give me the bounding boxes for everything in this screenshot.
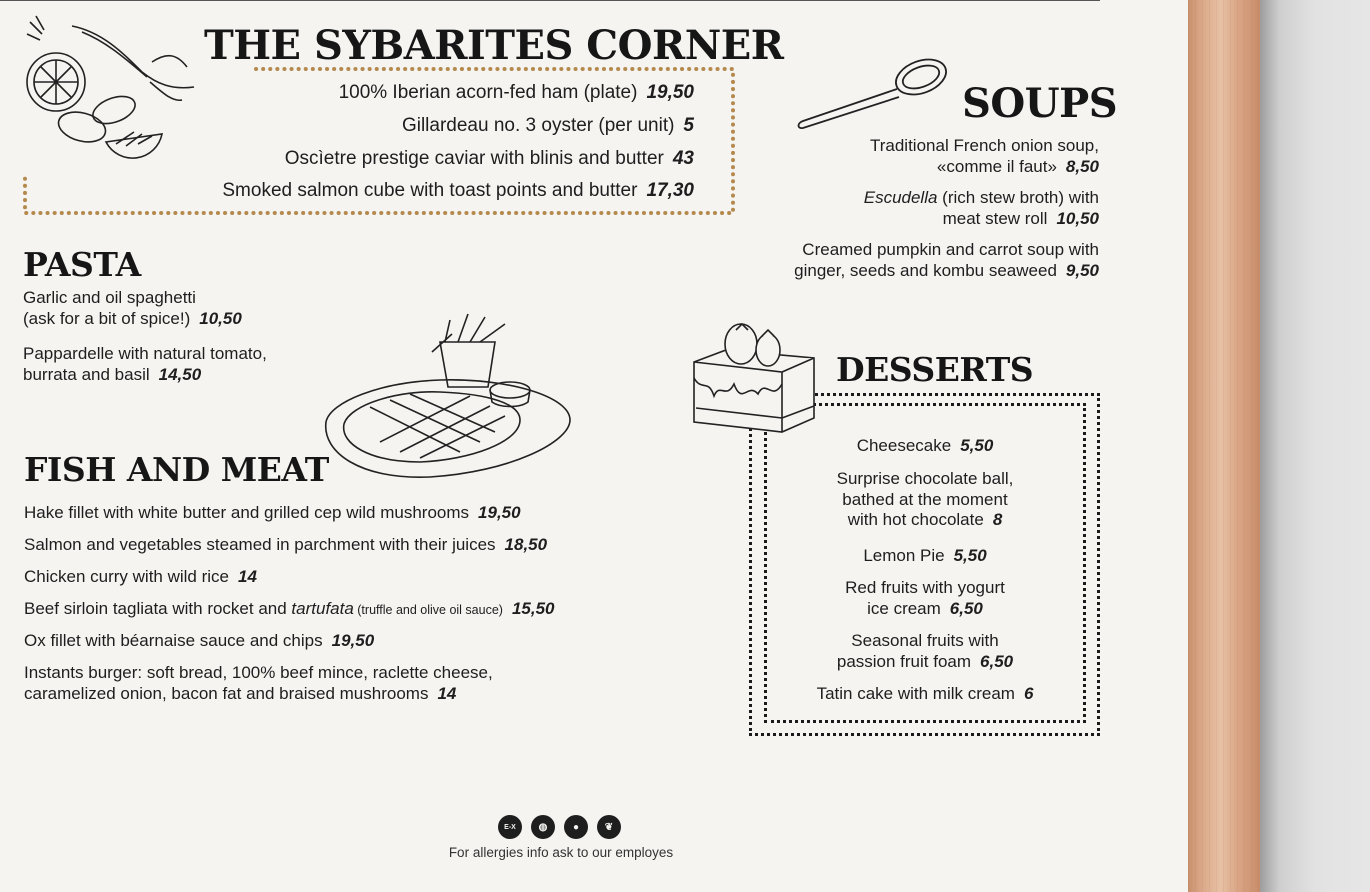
sybarites-title: THE SYBARITES CORNER (204, 22, 784, 69)
desserts-title: DESSERTS (836, 350, 1034, 389)
fish-meat-item (24, 631, 374, 652)
item-price: 15,50 (511, 599, 555, 618)
item-name: Gillardeau no. 3 oyster (per unit) (401, 115, 675, 136)
soups-title: SOUPS (962, 80, 1118, 127)
fish-meat-item (24, 599, 555, 621)
item-name: Beef sirloin tagliata with rocket and (24, 599, 292, 618)
item-line: Seasonal fruits with (851, 631, 999, 650)
item-price: 8,50 (1065, 156, 1099, 176)
item-price: 10,50 (199, 308, 242, 328)
soup-item (864, 188, 1099, 229)
item-line: burrata and basil (23, 364, 150, 384)
item-line: caramelized onion, bacon fat and braised mushrooms (24, 683, 429, 703)
item-price: 43 (672, 148, 694, 169)
sybarites-item (402, 116, 694, 137)
dessert-item (764, 546, 1086, 567)
item-line: Cheesecake (856, 436, 952, 455)
pasta-title: PASTA (23, 245, 141, 284)
sybarites-item (285, 149, 694, 170)
top-rule (0, 0, 1100, 1)
item-line: (rich stew broth) with (937, 188, 1099, 207)
dessert-item (764, 578, 1086, 619)
soup-item (870, 136, 1099, 177)
item-price: 14,50 (158, 364, 202, 384)
item-name: Oscìetre prestige caviar with blinis and butter (284, 148, 664, 169)
item-price: 14 (437, 683, 457, 703)
item-line: meat stew roll (942, 208, 1048, 228)
item-name: Smoked salmon cube with toast points and butter (222, 180, 638, 201)
item-price: 18,50 (504, 535, 548, 554)
steak-illustration (320, 312, 575, 490)
item-price: 10,50 (1056, 208, 1099, 228)
item-line: Instants burger: soft bread, 100% beef mince, raclette cheese, (24, 663, 493, 682)
spoon-illustration (795, 55, 955, 135)
item-line: Creamed pumpkin and carrot soup with (802, 240, 1099, 259)
item-price: 19,50 (478, 503, 521, 522)
item-line: bathed at the moment (842, 489, 1008, 509)
item-price: 8 (992, 510, 1003, 529)
allergy-note: For allergies info ask to our employes (448, 845, 674, 860)
fish-meat-item (24, 567, 257, 588)
item-line: Lemon Pie (863, 546, 945, 565)
fish-meat-title: FISH AND MEAT (24, 450, 329, 489)
item-price: 9,50 (1065, 260, 1099, 280)
item-line: Surprise chocolate ball, (836, 469, 1014, 488)
item-name: Ox fillet with béarnaise sauce and chips (24, 631, 323, 650)
item-line: (ask for a bit of spice!) (23, 308, 191, 328)
item-italic: Escudella (863, 188, 938, 207)
fish-meat-item (24, 503, 521, 524)
item-price: 5 (683, 115, 694, 136)
item-price: 19,50 (646, 82, 694, 103)
dessert-item (764, 631, 1086, 672)
item-note: (truffle and olive oil sauce) (353, 603, 503, 617)
item-line: «comme il faut» (936, 156, 1057, 176)
item-line: ice cream (867, 598, 941, 618)
pasta-item (23, 288, 242, 329)
pasta-item (23, 344, 267, 385)
item-line: Traditional French onion soup, (869, 136, 1099, 155)
item-price: 19,50 (331, 631, 375, 650)
wheat-icon: ❦ (597, 815, 621, 839)
item-line: Tatin cake with milk cream (816, 684, 1015, 703)
item-line: ginger, seeds and kombu seaweed (794, 260, 1057, 280)
item-price: 5,50 (953, 546, 987, 565)
item-line: Red fruits with yogurt (845, 578, 1005, 597)
item-price: 17,30 (646, 180, 694, 201)
fish-meat-item (24, 535, 547, 556)
item-price: 6,50 (980, 651, 1014, 671)
item-line: with hot chocolate (847, 510, 984, 529)
sybarites-item (339, 83, 694, 104)
item-name: Salmon and vegetables steamed in parchment with their juices (24, 535, 496, 554)
allergen-icons (498, 815, 626, 839)
fruit-icon: ● (564, 815, 588, 839)
eggs-icon: E-X (498, 815, 522, 839)
dessert-item (764, 469, 1086, 531)
wood-grain (1188, 0, 1260, 892)
item-line: Garlic and oil spaghetti (23, 288, 196, 307)
nuts-icon: ◍ (531, 815, 555, 839)
dessert-item (764, 684, 1086, 705)
item-name: Chicken curry with wild rice (24, 567, 229, 586)
item-price: 6,50 (949, 598, 983, 618)
item-price: 14 (238, 567, 257, 586)
item-price: 6 (1023, 684, 1034, 703)
item-name: 100% Iberian acorn-fed ham (plate) (338, 82, 638, 103)
item-italic: tartufata (291, 599, 354, 618)
sybarites-item (222, 181, 694, 202)
item-price: 5,50 (960, 436, 994, 455)
item-name: Hake fillet with white butter and grilled cep wild mushrooms (24, 503, 470, 522)
wall-background (1260, 0, 1370, 892)
soup-item (794, 240, 1099, 281)
fish-meat-item (24, 663, 493, 704)
item-line: Pappardelle with natural tomato, (23, 344, 267, 363)
dessert-item (764, 436, 1086, 457)
item-line: passion fruit foam (836, 651, 972, 671)
